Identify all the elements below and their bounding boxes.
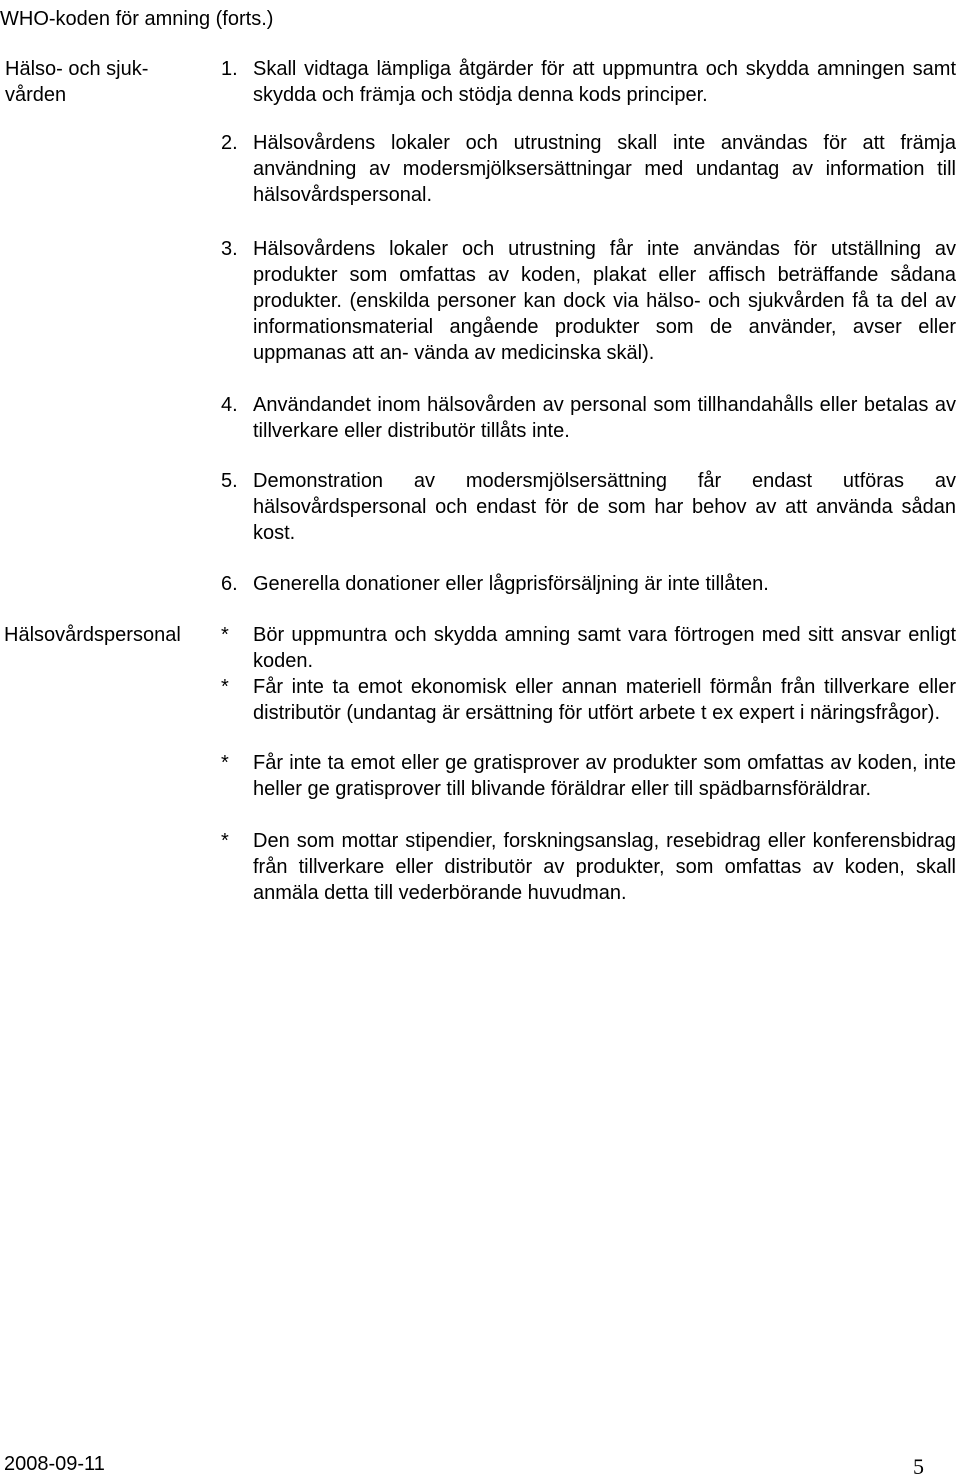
item-text: Demonstration av modersmjölsersättning får endast utföras av hälsovårdspersonal och endast för de som har behov av att använda sådan kost. <box>253 470 956 544</box>
item-number: 5. <box>221 470 238 492</box>
page-number: 5 <box>913 1454 924 1479</box>
bullet-marker: * <box>221 752 229 774</box>
section-label: Hälsovårdspersonal <box>4 624 181 646</box>
item-text: Användandet inom hälsovården av personal som tillhandahålls eller betalas av tillverkare eller distributör tillåts inte. <box>253 394 956 442</box>
footer-date: 2008-09-11 <box>4 1453 105 1475</box>
item-text: Hälsovårdens lokaler och utrustning får inte användas för utställning av produkter som omfattas av koden, plakat eller affisch beträffande sådana produkter. (enskilda personer kan dock via hälso- och sjukvården få ta del av informationsmaterial angående produkter som de använder, avser eller uppmanas att an- vända av medicinska skäl). <box>253 238 956 364</box>
item-number: 1. <box>221 58 238 80</box>
list-item <box>221 828 956 906</box>
list-item <box>221 622 956 674</box>
bullet-marker: * <box>221 676 229 698</box>
item-text: Den som mottar stipendier, forskningsanslag, resebidrag eller konferensbidrag från tillverkare eller distributör av produkter, som omfattas av koden, skall anmäla detta till vederbörande huvudman. <box>253 830 956 904</box>
item-text: Bör uppmuntra och skydda amning samt vara förtrogen med sitt ansvar enligt koden. <box>253 624 956 672</box>
item-text: Skall vidtaga lämpliga åtgärder för att uppmuntra och skydda amningen samt skydda och främja och stödja denna kods principer. <box>253 58 956 106</box>
section-label: Hälso- och sjuk-vården <box>5 58 149 106</box>
item-text: Får inte ta emot ekonomisk eller annan materiell förmån från tillverkare eller distributör (undantag är ersättning för utfört arbete t ex expert i näringsfrågor). <box>253 676 956 724</box>
page-title: WHO-koden för amning (forts.) <box>0 8 274 30</box>
list-item <box>221 56 956 108</box>
item-text: Generella donationer eller lågprisförsäljning är inte tillåten. <box>253 573 769 595</box>
item-number: 2. <box>221 132 238 154</box>
list-item <box>221 130 956 208</box>
item-text: Hälsovårdens lokaler och utrustning skall inte användas för att främja användning av modersmjölksersättningar med undantag av information till hälsovårdspersonal. <box>253 132 956 206</box>
bullet-marker: * <box>221 830 229 852</box>
list-item <box>221 236 956 366</box>
list-item <box>221 571 956 597</box>
list-item <box>221 674 956 726</box>
item-number: 6. <box>221 573 238 595</box>
list-item <box>221 750 956 802</box>
bullet-marker: * <box>221 624 229 646</box>
list-item <box>221 468 956 546</box>
item-number: 3. <box>221 238 238 260</box>
item-number: 4. <box>221 394 238 416</box>
item-text: Får inte ta emot eller ge gratisprover av produkter som omfattas av koden, inte heller ge gratisprover till blivande föräldrar eller till spädbarnsföräldrar. <box>253 752 956 800</box>
list-item <box>221 392 956 444</box>
